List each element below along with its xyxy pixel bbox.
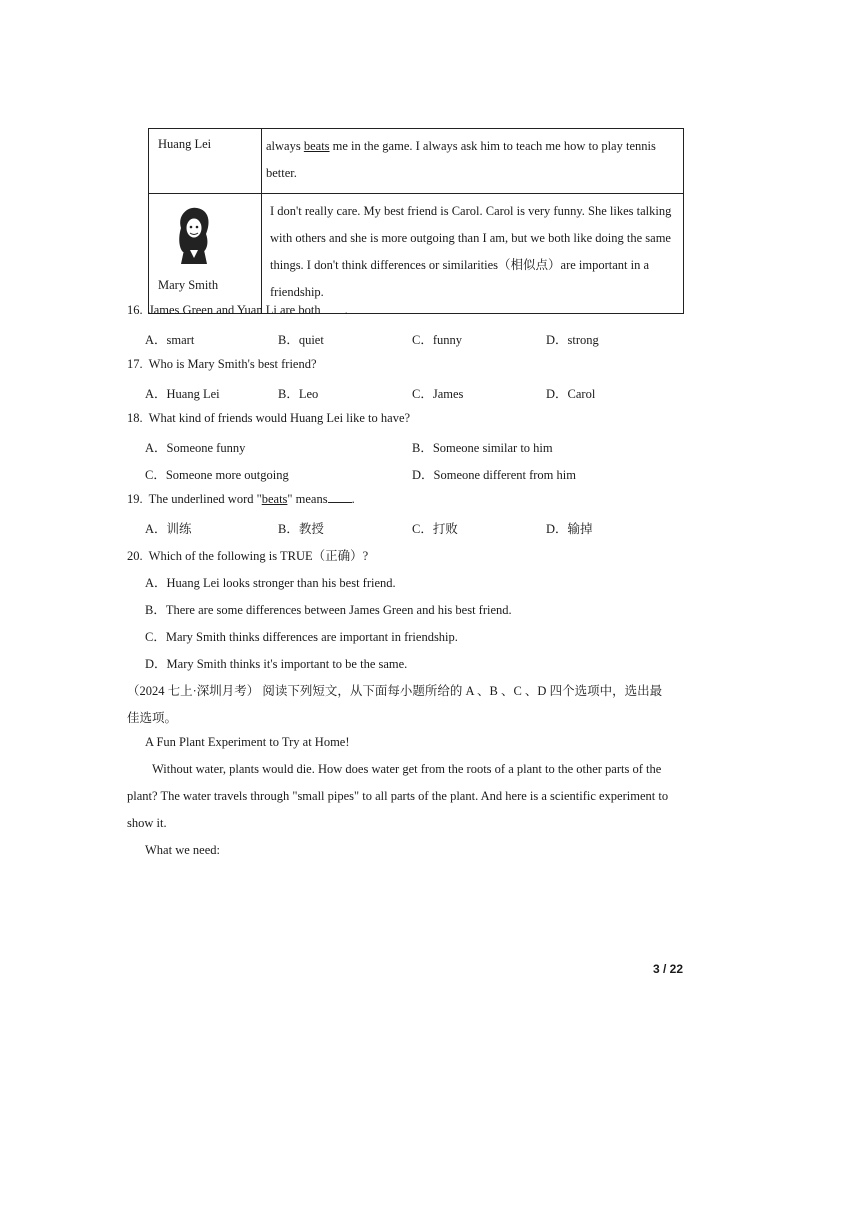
question-16: [127, 303, 348, 318]
question-stem: Which of the following is TRUE（正确）?: [148, 549, 369, 563]
option-b: B．Leo: [278, 387, 319, 401]
question-number: 20.: [127, 549, 143, 563]
girl-cartoon-icon: [173, 206, 213, 266]
name-cell: [149, 194, 262, 314]
option-b: B．There are some differences between James Green and his best friend.: [145, 603, 512, 617]
name-label: Mary Smith: [158, 278, 219, 292]
question-18: [127, 411, 410, 426]
section-instruction-cont: 佳选项。: [127, 711, 178, 725]
table-row: [149, 194, 684, 314]
option-d: D．Someone different from him: [412, 468, 576, 482]
text-segment: always: [266, 139, 304, 153]
description-cell: [262, 129, 684, 194]
question-number: 18.: [127, 411, 143, 425]
option-a: A．smart: [145, 333, 195, 347]
question-stem: James Green and Yuan Li are both: [148, 303, 321, 317]
passage-title: A Fun Plant Experiment to Try at Home!: [145, 735, 350, 749]
question-number: 19.: [127, 492, 143, 506]
text-segment: me in the game. I always ask him to teach me how to play tennis better.: [266, 139, 656, 180]
answer-blank: [321, 303, 345, 314]
option-d: D．strong: [546, 333, 599, 347]
underlined-word: beats: [303, 139, 330, 153]
underlined-word: beats: [261, 492, 288, 506]
option-d: D．Mary Smith thinks it's important to be the same.: [145, 657, 408, 671]
question-stem: " means: [287, 492, 328, 506]
passage-paragraph-line: plant? The water travels through "small pipes" to all parts of the plant. And here is a scientific experiment to: [127, 789, 669, 803]
option-a: A．Huang Lei looks stronger than his best friend.: [145, 576, 396, 590]
question-number: 17.: [127, 357, 143, 371]
option-a: A．Huang Lei: [145, 387, 220, 401]
question-stem-end: .: [351, 492, 355, 506]
question-stem: The underlined word ": [148, 492, 262, 506]
option-c: C．Someone more outgoing: [145, 468, 289, 482]
option-b: B．教授: [278, 522, 324, 536]
question-17: [127, 357, 317, 372]
option-a: A．训练: [145, 522, 192, 536]
section-instruction: （2024 七上·深圳月考） 阅读下列短文，从下面每小题所给的 A 、B 、C 、D 四个选项中，选出最: [127, 684, 663, 698]
question-stem: Who is Mary Smith's best friend?: [148, 357, 317, 371]
passage-paragraph: What we need:: [145, 843, 220, 857]
passage-paragraph-line: Without water, plants would die. How does water get from the roots of a plant to the other parts of the: [152, 762, 662, 776]
table-row: [149, 129, 684, 194]
profile-table: [148, 128, 684, 314]
answer-blank: [328, 492, 352, 503]
option-d: D．输掉: [546, 522, 593, 536]
description-cell: I don't really care. My best friend is Carol. Carol is very funny. She likes talking with others and she is more outgoing than I am, but we both like doing the same things. I don't think differences or similarities（相似点）are important in a friendship.: [262, 194, 684, 314]
page-number: 3 / 22: [653, 962, 684, 976]
option-a: A．Someone funny: [145, 441, 246, 455]
question-number: 16.: [127, 303, 143, 317]
option-b: B．Someone similar to him: [412, 441, 553, 455]
passage-paragraph-line: show it.: [127, 816, 167, 830]
question-stem-end: .: [344, 303, 348, 317]
name-cell: Huang Lei: [149, 129, 262, 194]
option-c: C．打败: [412, 522, 458, 536]
question-19: [127, 492, 355, 507]
option-c: C．Mary Smith thinks differences are important in friendship.: [145, 630, 458, 644]
option-c: C．James: [412, 387, 464, 401]
option-b: B．quiet: [278, 333, 324, 347]
question-stem: What kind of friends would Huang Lei like to have?: [148, 411, 411, 425]
option-c: C．funny: [412, 333, 463, 347]
option-d: D．Carol: [546, 387, 596, 401]
question-20: [127, 546, 368, 564]
